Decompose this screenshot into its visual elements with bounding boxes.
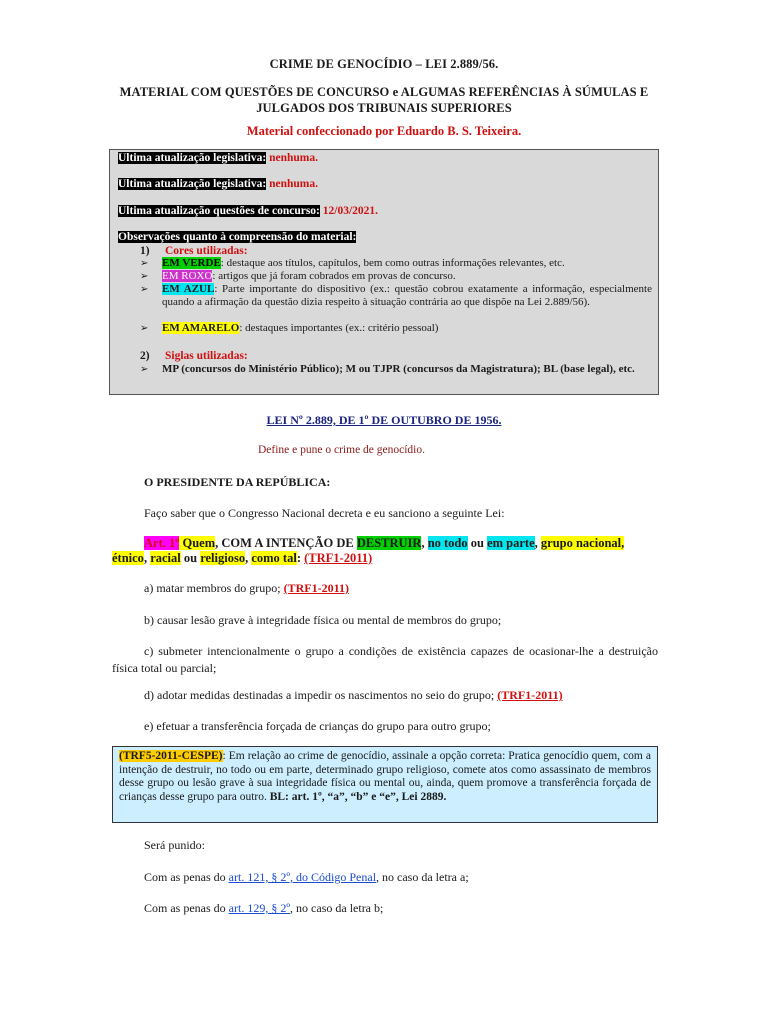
bullet-arrow-icon: ➢: [140, 258, 149, 269]
update-value: 12/03/2021.: [319, 205, 379, 217]
law-summary: Define e pune o crime de genocídio.: [258, 444, 426, 456]
item-e: e) efetuar a transferência forçada de crianças do grupo para outro grupo;: [144, 719, 491, 733]
penal-code-link[interactable]: art. 121, § 2º, do Código Penal: [228, 870, 377, 884]
legend-yellow: EM AMARELO: destaques importantes (ex.: critério pessoal): [162, 322, 439, 334]
exam-ref: (TRF1-2011): [304, 551, 373, 565]
update-label: Ultima atualização legislativa:: [118, 178, 267, 190]
info-box: [109, 149, 659, 395]
article-1-tag: Art. 1º: [144, 536, 180, 550]
bullet-arrow-icon: ➢: [140, 284, 149, 295]
article-1-continued: étnico, racial ou religioso, como tal: (TRF1-2011): [112, 551, 373, 565]
law-heading[interactable]: LEI Nº 2.889, DE 1º DE OUTUBRO DE 1956.: [266, 413, 502, 427]
exam-question-box: (TRF5-2011-CESPE): Em relação ao crime de genocídio, assinale a opção correta: Pratica genocídio quem, com a intenção de destruir, no todo ou em parte, determinado grupo religioso, comete atos como assassinato de membros desse grupo ou lesão grave à sua integridade física ou mental ou, ainda, quem promove a transferência forçada de crianças desse grupo para outro. BL: art. 1º, “a”, “b” e “e”, Lei 2889.: [112, 746, 658, 823]
update-value: nenhuma.: [266, 152, 318, 164]
penal-code-link[interactable]: art. 129, § 2º: [228, 901, 291, 915]
question-tag: (TRF5-2011-CESPE): [119, 750, 223, 762]
legend-purple: EM ROXO: artigos que já foram cobrados em provas de concurso.: [162, 270, 456, 282]
item-b: b) causar lesão grave à integridade física ou mental de membros do grupo;: [144, 613, 502, 627]
update-value: nenhuma.: [266, 178, 318, 190]
exam-ref: (TRF1-2011): [283, 581, 349, 595]
observations-label: Observações quanto à compreensão do material:: [118, 231, 357, 243]
preamble: Faço saber que o Congresso Nacional decreta e eu sanciono a seguinte Lei:: [144, 506, 505, 520]
acronyms-label: Siglas utilizadas:: [165, 350, 248, 362]
update-label: Ultima atualização legislativa:: [118, 152, 267, 164]
acronyms-number: 2): [140, 350, 150, 362]
blue-tag: EM AZUL: [162, 283, 215, 295]
article-1: Art. 1º Quem, COM A INTENÇÃO DE DESTRUIR, no todo ou em parte, grupo nacional,: [144, 536, 625, 550]
update-label: Ultima atualização questões de concurso:: [118, 205, 320, 217]
bullet-arrow-icon: ➢: [140, 271, 149, 282]
penalty-line-b: Com as penas do art. 129, § 2º, no caso da letra b;: [144, 901, 384, 915]
legend-green: EM VERDE: destaque aos títulos, capítulos, bem como outras informações relevantes, etc.: [162, 257, 565, 269]
document-title: CRIME DE GENOCÍDIO – LEI 2.889/56.: [269, 57, 499, 71]
document-subtitle: [0, 84, 768, 116]
purple-tag: EM ROXO: [162, 270, 213, 282]
green-tag: EM VERDE: [162, 257, 221, 269]
item-c: c) submeter intencionalmente o grupo a condições de existência capazes de ocasionar-lhe a destruição física total ou parcial;: [112, 644, 658, 675]
observations-heading: [118, 231, 356, 243]
item-d: d) adotar medidas destinadas a impedir os nascimentos no seio do grupo; (TRF1-2011): [144, 688, 563, 702]
subtitle-line-1: MATERIAL COM QUESTÕES DE CONCURSO e ALGUMAS REFERÊNCIAS À SÚMULAS E: [119, 85, 649, 99]
president-heading: O PRESIDENTE DA REPÚBLICA:: [144, 475, 331, 489]
item-a: a) matar membros do grupo; (TRF1-2011): [144, 581, 349, 595]
yellow-tag: EM AMARELO: [162, 322, 240, 334]
update-questions: [118, 205, 378, 217]
bullet-arrow-icon: ➢: [140, 323, 149, 334]
update-legislative-2: [118, 178, 318, 190]
subtitle-line-2: JULGADOS DOS TRIBUNAIS SUPERIORES: [256, 101, 512, 115]
colors-number: 1): [140, 245, 150, 257]
question-basis: BL: art. 1º, “a”, “b” e “e”, Lei 2889.: [269, 790, 447, 803]
legend-blue: EM AZUL: Parte importante do dispositivo (ex.: questão cobrou exatamente a informação, especialmente quando a afirmação da questão dizia respeito à situação contrária ao que dispõe na Lei 2.889/56).: [162, 283, 652, 308]
update-legislative-1: [118, 152, 318, 164]
punishment-heading: Será punido:: [144, 838, 205, 852]
penalty-line-a: Com as penas do art. 121, § 2º, do Código Penal, no caso da letra a;: [144, 870, 469, 884]
bullet-arrow-icon: ➢: [140, 364, 149, 375]
colors-label: Cores utilizadas:: [165, 245, 248, 257]
exam-ref: (TRF1-2011): [497, 688, 563, 702]
author-credit: Material confeccionado por Eduardo B. S. Teixeira.: [246, 124, 522, 138]
acronyms-text: MP (concursos do Ministério Público); M ou TJPR (concursos da Magistratura); BL (base legal), etc.: [162, 363, 635, 375]
